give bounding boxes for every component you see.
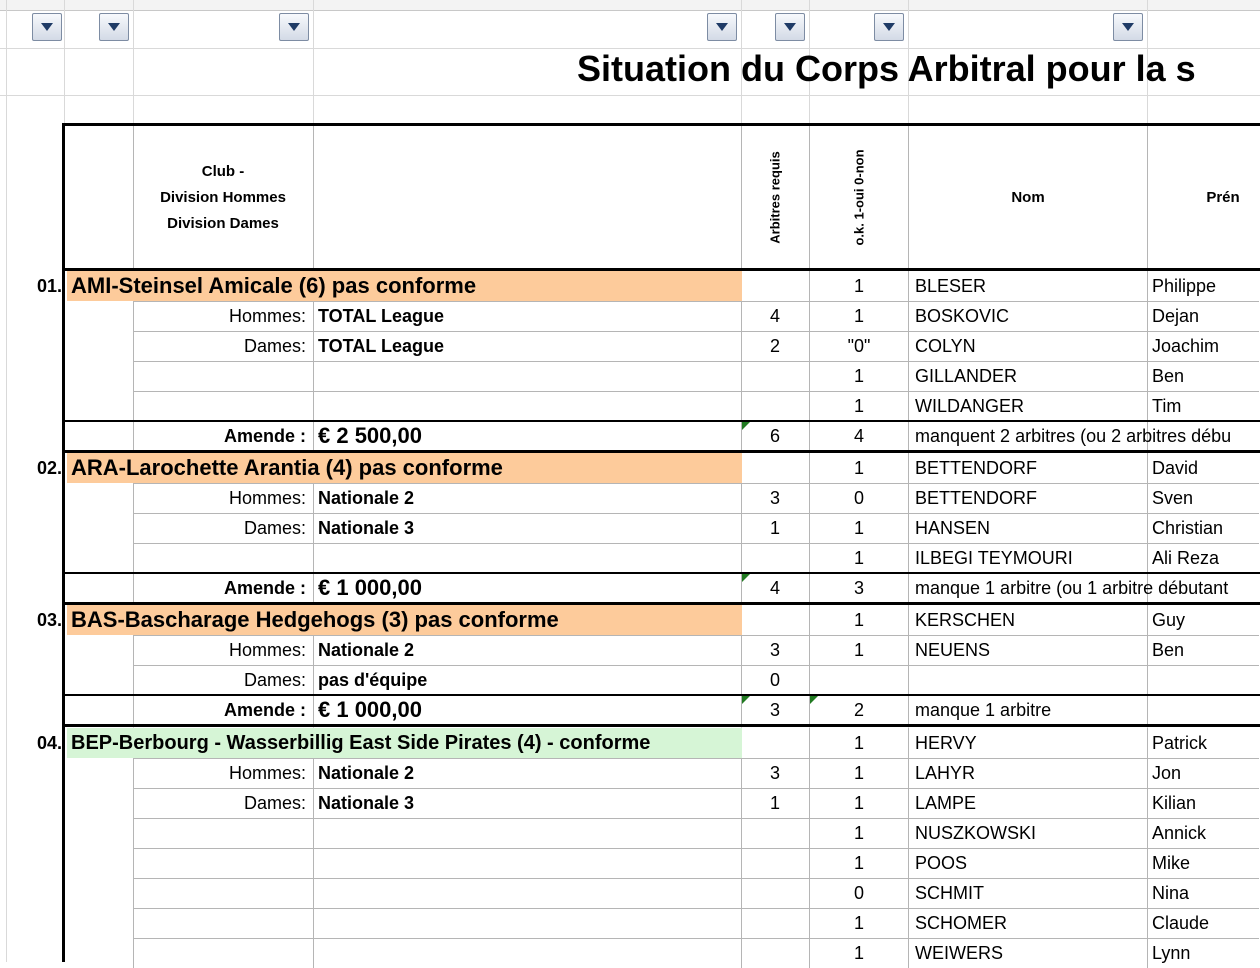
referee-prenom: Claude — [1152, 913, 1210, 933]
referee-ok: "0" — [847, 336, 871, 356]
hommes-label: Hommes: — [228, 488, 306, 508]
referee-ok: 0 — [853, 883, 864, 903]
filter-dropdown-button[interactable] — [279, 13, 309, 41]
page-title: Situation du Corps Arbitral pour la s — [577, 48, 1196, 89]
total-required: 6 — [769, 426, 780, 446]
referee-nom: NUSZKOWSKI — [915, 823, 1037, 843]
hommes-label: Hommes: — [228, 763, 306, 783]
cell-comment-marker — [810, 696, 818, 704]
col-gridline — [1147, 728, 1148, 968]
referee-ok: 0 — [853, 488, 864, 508]
amende-label: Amende : — [223, 578, 306, 598]
amende-label: Amende : — [223, 426, 306, 446]
hommes-division: Nationale 2 — [318, 488, 415, 508]
dames-division: Nationale 3 — [318, 518, 415, 538]
referee-nom: BLESER — [915, 276, 987, 296]
filter-dropdown-button[interactable] — [707, 13, 737, 41]
referee-nom: SCHMIT — [915, 883, 984, 903]
referee-prenom: Philippe — [1152, 276, 1217, 296]
amende-label: Amende : — [223, 700, 306, 720]
filter-dropdown-button[interactable] — [1113, 13, 1143, 41]
referee-nom: BETTENDORF — [915, 458, 1038, 478]
referee-nom: BETTENDORF — [915, 488, 1038, 508]
referee-prenom: Joachim — [1152, 336, 1220, 356]
dames-required: 1 — [769, 518, 780, 538]
referee-prenom: Kilian — [1152, 793, 1197, 813]
referee-ok: 1 — [853, 733, 864, 753]
referee-ok: 1 — [853, 396, 864, 416]
header-prenom: Prén — [1206, 189, 1240, 206]
dames-required: 2 — [769, 336, 780, 356]
col-gridline — [313, 483, 314, 603]
dames-label: Dames: — [243, 518, 306, 538]
club-name-bar: BAS-Bascharage Hedgehogs (3) pas conforme — [67, 605, 742, 635]
referee-ok: 1 — [853, 276, 864, 296]
header-arbitres-requis: Arbitres requis — [767, 151, 783, 244]
referee-prenom: Ben — [1152, 366, 1185, 386]
referee-nom: HANSEN — [915, 518, 991, 538]
header-ok: o.k. 1-oui 0-non — [851, 149, 867, 246]
referee-nom: POOS — [915, 853, 968, 873]
referee-nom: LAHYR — [915, 763, 976, 783]
referee-nom: LAMPE — [915, 793, 977, 813]
dames-division: Nationale 3 — [318, 793, 415, 813]
remark: manque 1 arbitre (ou 1 arbitre débutant — [915, 578, 1229, 598]
referee-prenom: Mike — [1152, 853, 1191, 873]
referee-prenom: Lynn — [1152, 943, 1191, 963]
hommes-label: Hommes: — [228, 640, 306, 660]
col-gridline — [908, 605, 909, 725]
referee-ok: 1 — [853, 458, 864, 478]
dames-division: TOTAL League — [318, 336, 445, 356]
club-index: 03. — [36, 610, 62, 630]
filter-dropdown-button[interactable] — [775, 13, 805, 41]
referee-nom: WEIWERS — [915, 943, 1003, 963]
club-name-bar: AMI-Steinsel Amicale (6) pas conforme — [67, 271, 742, 301]
referee-prenom: Guy — [1152, 610, 1186, 630]
dames-label: Dames: — [243, 670, 306, 690]
referee-ok: 1 — [853, 763, 864, 783]
referee-nom: WILDANGER — [915, 396, 1025, 416]
referee-prenom: Patrick — [1152, 733, 1208, 753]
header-club: Club - Division Hommes Division Dames — [160, 163, 286, 232]
col-gridline — [908, 453, 909, 603]
remark: manque 1 arbitre — [915, 700, 1052, 720]
cell-comment-marker — [742, 696, 750, 704]
remark: manquent 2 arbitres (ou 2 arbitres débu — [915, 426, 1232, 446]
total-required: 4 — [769, 578, 780, 598]
club-index: 02. — [36, 458, 62, 478]
hommes-required: 3 — [769, 640, 780, 660]
referee-prenom: Ali Reza — [1152, 548, 1220, 568]
filter-dropdown-button[interactable] — [32, 13, 62, 41]
referee-ok: 1 — [853, 793, 864, 813]
club-name-bar: ARA-Larochette Arantia (4) pas conforme — [67, 453, 742, 483]
referee-ok: 1 — [853, 853, 864, 873]
referee-prenom: David — [1152, 458, 1199, 478]
referee-ok: 1 — [853, 943, 864, 963]
club-index: 01. — [36, 276, 62, 296]
hommes-division: Nationale 2 — [318, 640, 415, 660]
referee-prenom: Ben — [1152, 640, 1185, 660]
col-gridline — [908, 728, 909, 968]
cell-comment-marker — [742, 574, 750, 582]
col-gridline — [313, 635, 314, 725]
filter-dropdown-button[interactable] — [874, 13, 904, 41]
col-gridline — [313, 301, 314, 451]
referee-prenom: Annick — [1152, 823, 1207, 843]
referee-nom: HERVY — [915, 733, 977, 753]
referee-nom: ILBEGI TEYMOURI — [915, 548, 1073, 568]
hommes-required: 4 — [769, 306, 780, 326]
referee-prenom: Sven — [1152, 488, 1194, 508]
referee-ok: 1 — [853, 518, 864, 538]
dames-label: Dames: — [243, 793, 306, 813]
club-block-rule — [65, 724, 1260, 727]
col-gridline — [313, 758, 314, 968]
referee-prenom: Tim — [1152, 396, 1182, 416]
referee-ok: 1 — [853, 823, 864, 843]
total-required: 3 — [769, 700, 780, 720]
referee-prenom: Jon — [1152, 763, 1182, 783]
referee-nom: SCHOMER — [915, 913, 1008, 933]
amende-value: € 1 000,00 — [318, 697, 422, 722]
referee-nom: NEUENS — [915, 640, 991, 660]
dames-label: Dames: — [243, 336, 306, 356]
referee-ok: 1 — [853, 548, 864, 568]
filter-dropdown-button[interactable] — [99, 13, 129, 41]
referee-ok: 1 — [853, 306, 864, 326]
referee-ok: 1 — [853, 913, 864, 933]
hommes-label: Hommes: — [228, 306, 306, 326]
referee-ok: 1 — [853, 640, 864, 660]
referee-ok: 1 — [853, 366, 864, 386]
referee-ok: 1 — [853, 610, 864, 630]
amende-value: € 1 000,00 — [318, 575, 422, 600]
referee-nom: GILLANDER — [915, 366, 1018, 386]
column-header-strip — [0, 0, 1260, 11]
referee-nom: KERSCHEN — [915, 610, 1016, 630]
hommes-division: TOTAL League — [318, 306, 445, 326]
total-ok: 2 — [853, 700, 864, 720]
cell-comment-marker — [742, 422, 750, 430]
club-name-bar: BEP-Berbourg - Wasserbillig East Side Pirates (4) - conforme — [67, 728, 742, 758]
referee-prenom: Dejan — [1152, 306, 1200, 326]
total-ok: 4 — [853, 426, 864, 446]
dames-required: 1 — [769, 793, 780, 813]
referee-nom: BOSKOVIC — [915, 306, 1010, 326]
referee-prenom: Nina — [1152, 883, 1190, 903]
total-ok: 3 — [853, 578, 864, 598]
hommes-required: 3 — [769, 763, 780, 783]
dames-required: 0 — [769, 670, 780, 690]
amende-value: € 2 500,00 — [318, 423, 422, 448]
header-nom: Nom — [1011, 189, 1045, 206]
dames-division: pas d'équipe — [318, 670, 428, 690]
hommes-division: Nationale 2 — [318, 763, 415, 783]
col-gridline — [908, 271, 909, 451]
hommes-required: 3 — [769, 488, 780, 508]
referee-nom: COLYN — [915, 336, 976, 356]
referee-prenom: Christian — [1152, 518, 1224, 538]
club-index: 04. — [36, 733, 62, 753]
